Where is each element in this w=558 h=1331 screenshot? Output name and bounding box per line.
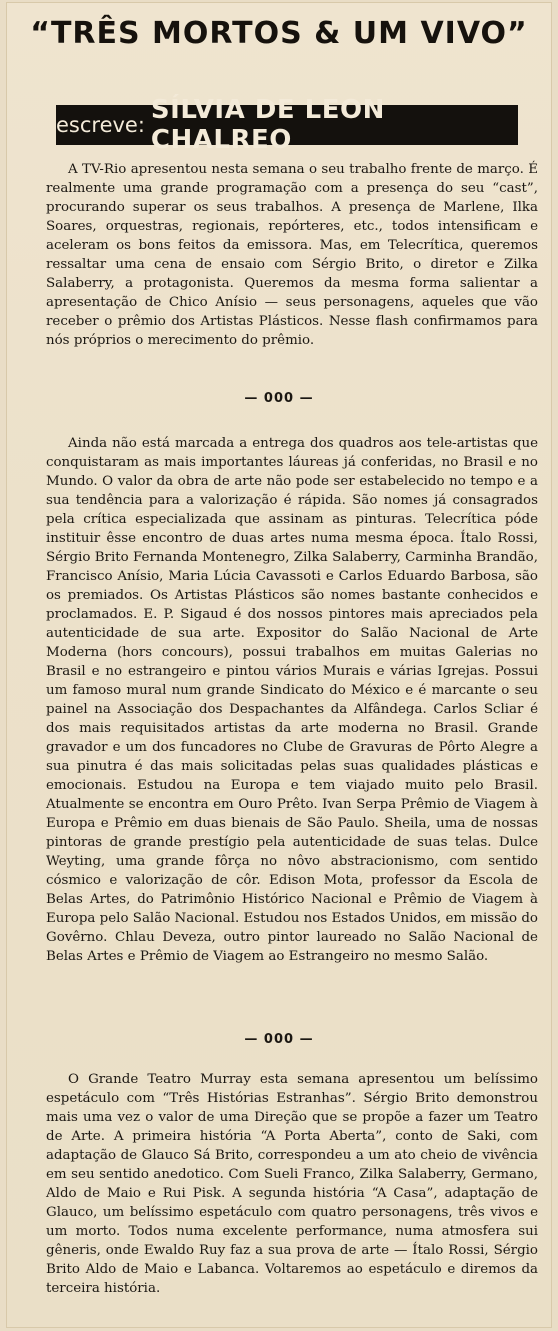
article-paragraph-1: A TV-Rio apresentou nesta semana o seu trabalho frente de março. É realmente uma grande programação com a presença do seu “cast”, procurando superar os seus trabalhos. A presença de Marlene, Ilka Soares, orquestras, regionais, repórteres, etc., todos intensificam e aceleram os bons feitos da emissora. Mas, em Telecrítica, queremos ressaltar uma cena de ensaio com Sérgio Brito, o diretor e Zilka Salaberry, a protagonista. Queremos da mesma forma salientar a apresentação de Chico Anísio — seus personagens, aqueles que vão receber o prêmio dos Artistas Plásticos. Nesse flash confirmamos para nós próprios o merecimento do prêmio. [46, 162, 538, 348]
byline-author: SÍLVIA DE LEON CHALREO [150, 95, 385, 155]
headline: “TRÊS MORTOS & UM VIVO” [30, 16, 528, 51]
byline-prefix: escreve: [56, 113, 145, 137]
newspaper-clipping [6, 2, 552, 1328]
section-separator-1: — 000 — [244, 391, 314, 406]
article-paragraph-3: O Grande Teatro Murray esta semana apresentou um belíssimo espetáculo com “Três Histórias Estranhas”. Sérgio Brito demonstrou mais uma vez o valor de uma Direção que se propõe a fazer um Teatro de Arte. A primeira história “A Porta Aberta”, conto de Saki, com adaptação de Glauco Sá Brito, correspondeu a um ato cheio de vivência em seu sentido anedotico. Com Sueli Franco, Zilka Salaberry, Germano, Aldo de Maio e Rui Pisk. A segunda história “A Casa”, adaptação de Glauco, um belíssimo espetáculo com quatro personagens, três vivos e um morto. Todos numa excelente performance, numa atmosfera sui gêneris, onde Ewaldo Ruy faz a sua prova de arte — Ítalo Rossi, Sérgio Brito Aldo de Maio e Labanca. Voltaremos ao espetáculo e diremos da terceira história. [46, 1072, 538, 1296]
byline-banner [56, 95, 518, 155]
section-separator-2: — 000 — [244, 1032, 314, 1047]
article-paragraph-2: Ainda não está marcada a entrega dos quadros aos tele-artistas que conquistaram as mais importantes láureas já conferidas, no Brasil e no Mundo. O valor da obra de arte não pode ser estabelecido no tempo e a sua tendência para a valorização é rápida. São nomes já consagrados pela crítica especializada que assinam as pinturas. Telecrítica póde instituir êsse encontro de duas artes numa mesma época. Ítalo Rossi, Sérgio Brito Fernanda Montenegro, Zilka Salaberry, Carminha Brandão, Francisco Anísio, Maria Lúcia Cavassoti e Carlos Eduardo Barbosa, são os premiados. Os Artistas Plásticos são nomes bastante conhecidos e proclamados. E. P. Sigaud é dos nossos pintores mais apreciados pela autenticidade de sua arte. Expositor do Salão Nacional de Arte Moderna (hors concours), possui trabalhos em muitas Galerias no Brasil e no estrangeiro e pintou vários Murais e várias Igrejas. Possui um famoso mural num grande Sindicato do México e é marcante o seu painel na Associação dos Despachantes da Alfândega. Carlos Scliar é dos mais requisitados artistas da arte moderna no Brasil. Grande gravador e um dos funcadores no Clube de Gravuras de Pôrto Alegre a sua pinutra é das mais solicitadas pelas suas qualidades plásticas e emocionais. Estudou na Europa e tem viajado muito pelo Brasil. Atualmente se encontra em Ouro Prêto. Ivan Serpa Prêmio de Viagem à Europa e Prêmio em duas bienais de São Paulo. Sheila, uma de nossas pintoras de grande prestígio pela autenticidade de suas telas. Dulce Weyting, uma grande fôrça no nôvo abstracionismo, com sentido cósmico e valorização de côr. Edison Mota, professor da Escola de Belas Artes, do Patrimônio Histórico Nacional e Prêmio de Viagem à Europa pelo Salão Nacional. Estudou nos Estados Unidos, em missão do Govêrno. Chlau Deveza, outro pintor laureado no Salão Nacional de Belas Artes e Prêmio de Viagem ao Estrangeiro no mesmo Salão. [46, 436, 538, 964]
